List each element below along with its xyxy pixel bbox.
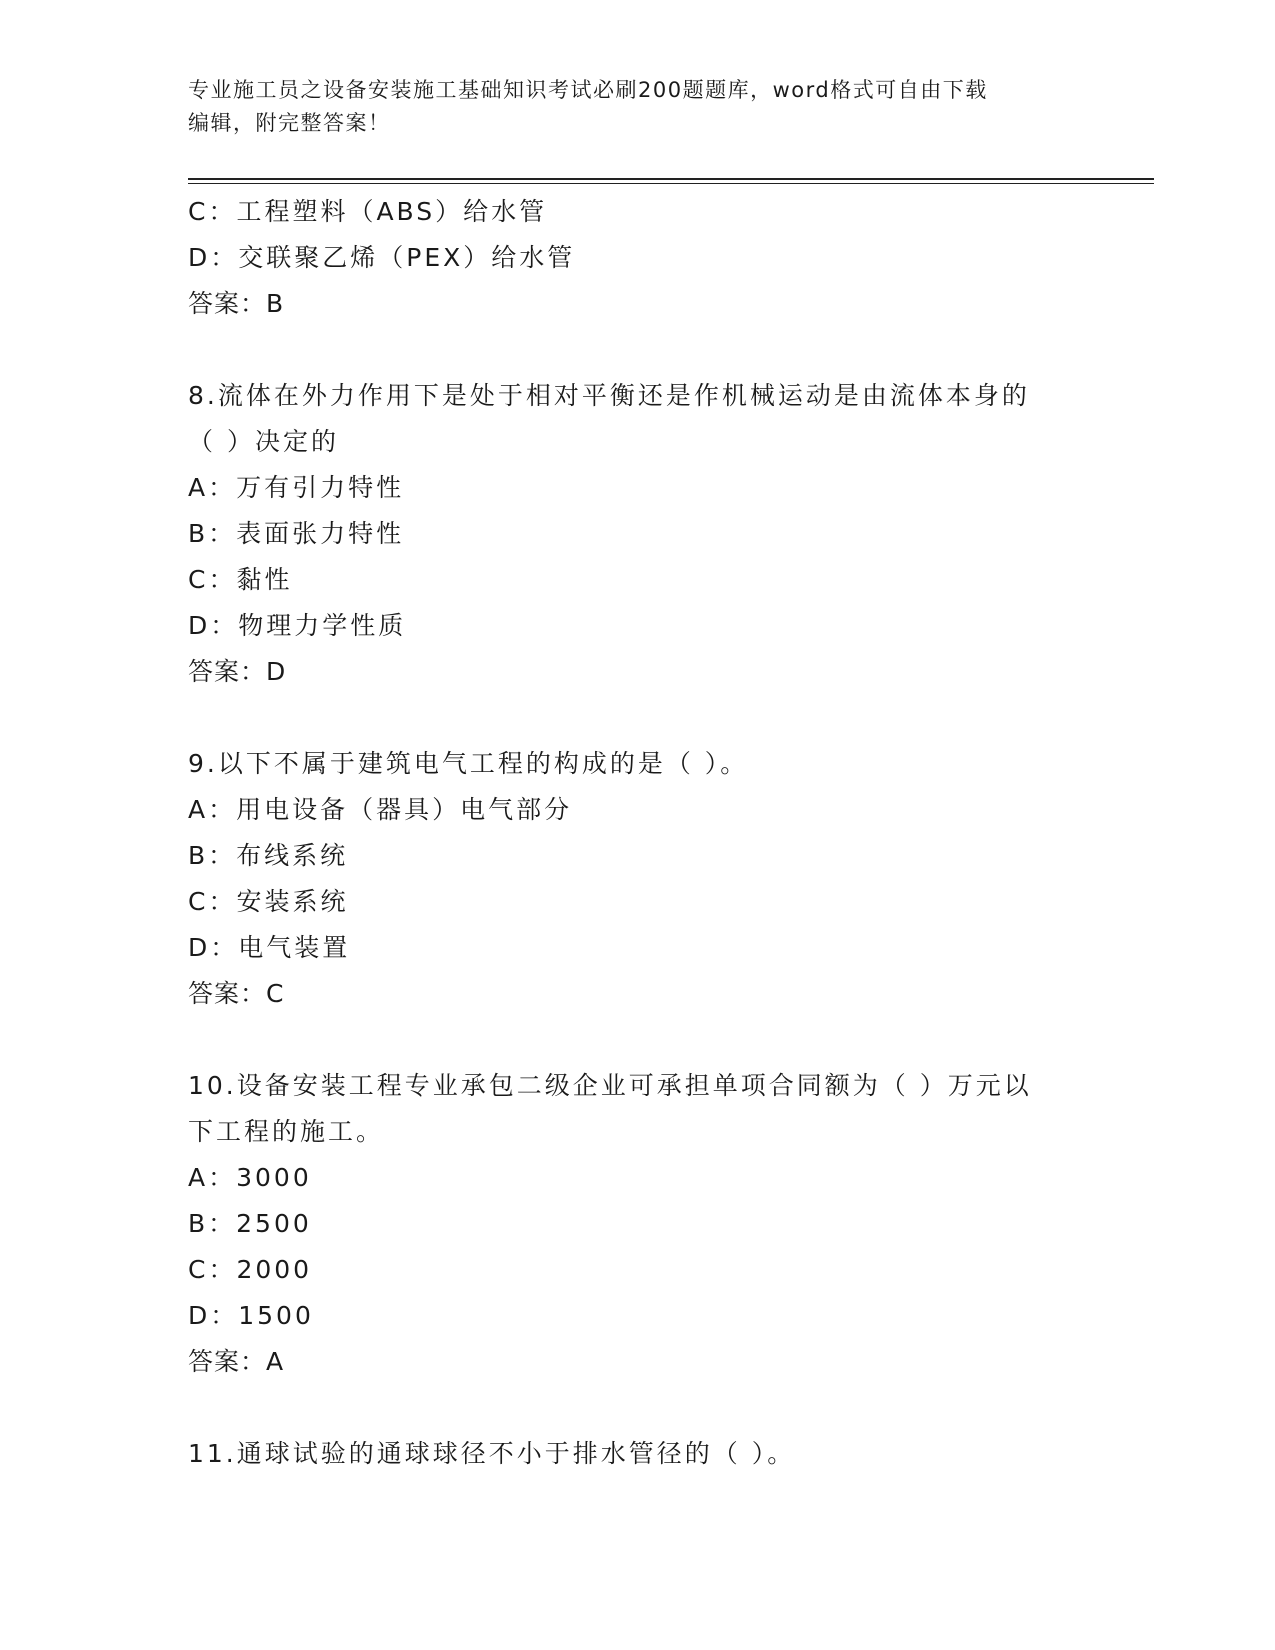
header-divider-thick (188, 178, 1154, 180)
option-b: B：2500 (188, 1209, 312, 1238)
answer-line: 答案：C (188, 979, 285, 1008)
header-divider-thin (188, 183, 1154, 184)
option-c: C：安装系统 (188, 887, 349, 916)
option-d: D：物理力学性质 (188, 611, 407, 640)
question-list (188, 189, 1088, 1477)
question-9 (188, 741, 1088, 1017)
header-title-line-1: 专业施工员之设备安装施工基础知识考试必刷200题题库，word格式可自由下载 (188, 78, 988, 102)
question-10 (188, 1063, 1088, 1385)
header-title-line-2: 编辑，附完整答案！ (188, 111, 391, 135)
option-b: B：表面张力特性 (188, 519, 405, 548)
option-d: D：交联聚乙烯（PEX）给水管 (188, 243, 576, 272)
option-c: C：黏性 (188, 565, 293, 594)
question-stem: 9.以下不属于建筑电气工程的构成的是（ ）。 (188, 749, 749, 778)
question-stem: 11.通球试验的通球球径不小于排水管径的（ ）。 (188, 1439, 796, 1468)
option-c: C：2000 (188, 1255, 313, 1284)
document-header (188, 74, 1068, 140)
question-stem-continued: （ ）决定的 (188, 427, 339, 456)
answer-line: 答案：B (188, 289, 285, 318)
question-11 (188, 1431, 1088, 1477)
option-a: A：3000 (188, 1163, 312, 1192)
option-a: A：用电设备（器具）电气部分 (188, 795, 573, 824)
answer-line: 答案：A (188, 1347, 285, 1376)
question-spacer (188, 1017, 1088, 1063)
question-stem: 8.流体在外力作用下是处于相对平衡还是作机械运动是由流体本身的 (188, 381, 1030, 410)
option-d: D：1500 (188, 1301, 314, 1330)
partial-question-7 (188, 189, 1088, 327)
option-d: D：电气装置 (188, 933, 351, 962)
option-b: B：布线系统 (188, 841, 349, 870)
question-spacer (188, 695, 1088, 741)
question-spacer (188, 327, 1088, 373)
question-spacer (188, 1385, 1088, 1431)
question-stem: 10.设备安装工程专业承包二级企业可承担单项合同额为（ ）万元以 (188, 1071, 1032, 1100)
question-stem-continued: 下工程的施工。 (188, 1117, 385, 1146)
answer-line: 答案：D (188, 657, 287, 686)
option-a: A：万有引力特性 (188, 473, 405, 502)
question-8 (188, 373, 1088, 695)
option-c: C：工程塑料（ABS）给水管 (188, 197, 548, 226)
